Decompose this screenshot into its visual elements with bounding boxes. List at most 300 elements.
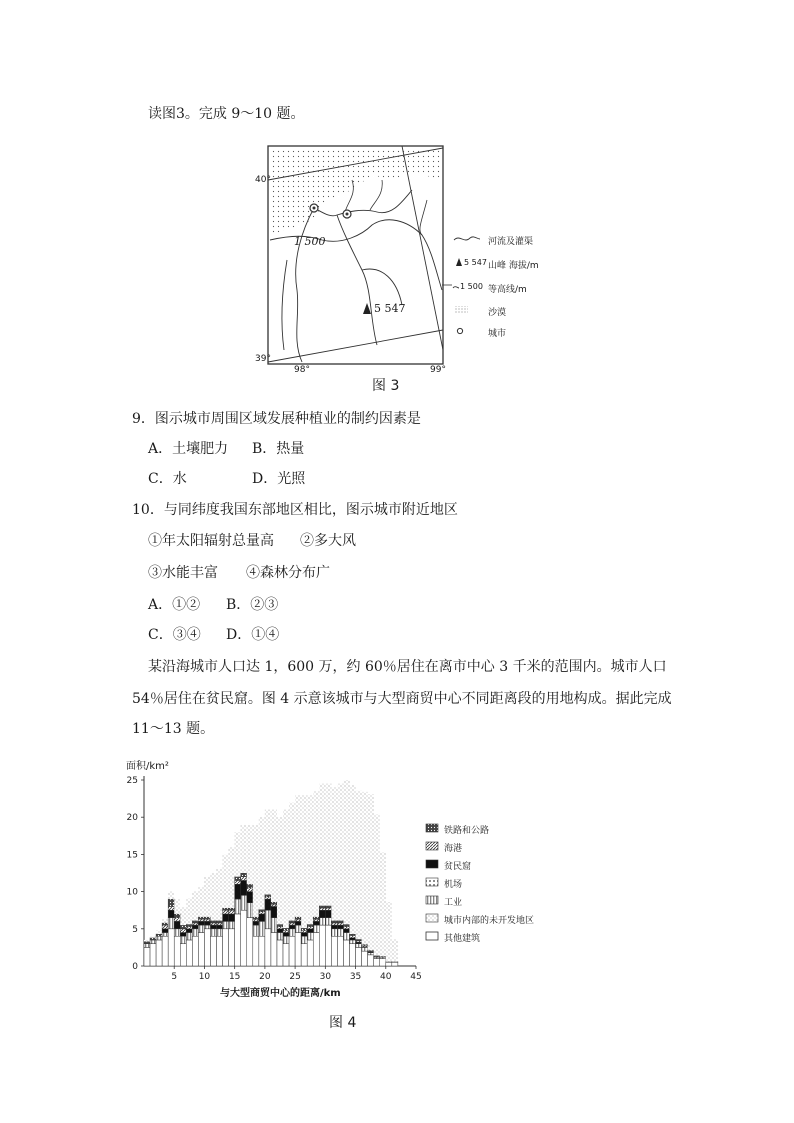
bar-segment (271, 918, 277, 933)
bar-segment (247, 892, 253, 903)
bar-segment (313, 925, 319, 932)
legend-peak-prefix: 5 547 (464, 258, 487, 267)
x-tick-label: 15 (228, 972, 241, 982)
bar-segment (174, 899, 180, 914)
q9-option-c: C．水 (148, 471, 187, 487)
bar-segment (180, 936, 186, 943)
bar-segment (247, 903, 253, 918)
bar-segment (253, 921, 259, 925)
bar-segment (204, 925, 210, 929)
bar-segment (162, 923, 168, 925)
q9-option-d: D．光照 (252, 471, 306, 487)
intro-text-2-line-1: 某沿海城市人口达 1，600 万，约 60％居住在离市中心 3 千米的范围内。城市人口 (148, 659, 667, 675)
bar-segment (186, 933, 192, 940)
bar-segment (343, 940, 349, 966)
bar-segment (350, 940, 356, 944)
bar-segment (283, 928, 289, 930)
x-tick-label: 30 (319, 972, 332, 982)
bar-segment (283, 810, 289, 928)
legend-desert-label: 沙漠 (488, 308, 507, 318)
bar-segment (356, 944, 362, 948)
y-tick-label: 0 (132, 962, 138, 972)
bar-segment (192, 892, 198, 921)
bar-segment (374, 814, 380, 955)
bar-segment (368, 955, 374, 966)
desert-icon (454, 306, 468, 313)
bar-segment (277, 924, 283, 926)
legend-contour-prefix: 1 500 (460, 282, 483, 291)
bar-segment (198, 919, 204, 921)
bar-segment (168, 906, 174, 910)
bar-segment (343, 924, 349, 926)
bar-segment (343, 929, 349, 933)
bar-segment (374, 956, 380, 957)
bar-segment (156, 934, 162, 936)
bar-segment (259, 914, 265, 921)
city-icon (457, 328, 462, 333)
bar-segment (210, 929, 216, 936)
intro-text-1: 读图3。完成 9～10 题。 (148, 106, 305, 122)
x-tick-label: 45 (410, 972, 422, 982)
chart-svg (124, 757, 424, 1002)
bar-segment (210, 936, 216, 966)
figure-4-caption: 图 4 (329, 1015, 357, 1031)
bar-segment (174, 914, 180, 918)
bar-segment (319, 910, 325, 917)
bar-segment (271, 933, 277, 966)
bar-segment (277, 929, 283, 933)
bar-segment (168, 892, 174, 899)
bar-segment (362, 944, 368, 945)
x-tick-label: 10 (198, 972, 211, 982)
bar-segment (368, 794, 374, 950)
bar-segment (217, 925, 223, 929)
bar-segment (331, 925, 337, 929)
bar-segment (241, 877, 247, 881)
fig3-legend (452, 230, 562, 345)
bar-segment (343, 780, 349, 924)
q10-statement-2: ②多大风 (300, 533, 356, 549)
bar-segment (313, 921, 319, 925)
q10-option-c: C．③④ (148, 627, 201, 643)
bar-segment (156, 936, 162, 940)
bar-segment (204, 921, 210, 925)
bar-segment (313, 917, 319, 919)
bar-segment (253, 917, 259, 919)
fig4-legend-swatches (424, 823, 442, 948)
bar-segment (144, 940, 150, 941)
bar-segment (186, 940, 192, 966)
bar-segment (301, 795, 307, 928)
bar-segment (204, 917, 210, 919)
x-tick-label: 35 (349, 972, 362, 982)
y-tick-label: 10 (126, 887, 138, 898)
bar-segment (253, 825, 259, 917)
bar-segment (350, 935, 356, 937)
bar-segment (350, 944, 356, 966)
lat-40-label: 40° (255, 175, 271, 185)
bar-segment (386, 962, 392, 966)
bar-segment (241, 873, 247, 877)
legend-peak-label: 山峰 海拔/m (488, 261, 539, 271)
bar-segment (301, 936, 307, 943)
bar-segment (319, 918, 325, 925)
bar-segment (289, 929, 295, 936)
bar-segment (156, 930, 162, 934)
bar-segment (192, 936, 198, 966)
bar-segment (210, 923, 216, 925)
bar-segment (229, 910, 235, 914)
bar-segment (289, 923, 295, 925)
legend-rail-label: 铁路和公路 (444, 826, 490, 836)
bar-segment (198, 887, 204, 917)
bar-segment (307, 933, 313, 940)
bar-segment (301, 933, 307, 937)
bar-segment (168, 899, 174, 906)
bar-segment (265, 897, 271, 899)
bar-segment (204, 877, 210, 917)
bar-segment (186, 924, 192, 926)
bar-segment (180, 925, 186, 929)
bar-segment (265, 929, 271, 966)
y-tick-label: 15 (126, 850, 138, 861)
bar-segment (301, 930, 307, 932)
bar-segment (229, 908, 235, 910)
bar-segment (313, 919, 319, 921)
bar-segment (307, 795, 313, 924)
swatch-industry (426, 896, 438, 904)
bar-segment (331, 923, 337, 925)
bar-segment (283, 933, 289, 937)
bar-segment (271, 902, 277, 904)
bar-segment (331, 921, 337, 923)
bar-segment (204, 929, 210, 966)
bar-segment (144, 944, 150, 948)
bar-segment (229, 914, 235, 921)
bar-segment (392, 939, 398, 961)
bar-segment (253, 919, 259, 921)
swatch-undeveloped (426, 914, 438, 922)
bar-segment (217, 936, 223, 966)
q10-option-b: B．②③ (226, 597, 279, 613)
bar-segment (150, 936, 156, 937)
bar-segment (295, 917, 301, 919)
bar-segment (313, 791, 319, 917)
bar-segment (289, 925, 295, 929)
bar-segment (271, 906, 277, 917)
bar-segment (223, 929, 229, 966)
bar-segment (277, 940, 283, 966)
bar-segment (241, 895, 247, 910)
bar-segment (331, 929, 337, 936)
bar-segment (168, 918, 174, 929)
fig4-legend (424, 823, 584, 948)
bar-segment (283, 936, 289, 943)
bar-segment (337, 784, 343, 921)
bar-segment (235, 899, 241, 914)
bar-segment (319, 784, 325, 906)
bar-segment (229, 921, 235, 928)
bar-segment (174, 936, 180, 966)
bar-segment (362, 792, 368, 945)
bar-segment (253, 925, 259, 936)
q9-option-a: A．土壤肥力 (148, 441, 229, 457)
bar-segment (362, 951, 368, 966)
bar-segment (356, 939, 362, 940)
bar-segment (259, 909, 265, 911)
question-10-stem: 10．与同纬度我国东部地区相比，图示城市附近地区 (132, 502, 458, 518)
bar-segment (295, 795, 301, 917)
bar-segment (174, 929, 180, 936)
bar-segment (271, 904, 277, 906)
bar-segment (162, 936, 168, 966)
intro-text-2-line-3: 11～13 题。 (132, 721, 215, 737)
bar-segment (325, 784, 331, 906)
lon-99-label: 99° (430, 365, 446, 375)
bar-segment (392, 962, 398, 966)
q10-statement-1: ①年太阳辐射总量高 (148, 533, 274, 549)
legend-port-label: 海港 (444, 844, 463, 854)
contour-icon (453, 287, 459, 288)
bar-segment (325, 906, 331, 908)
swatch-other (426, 932, 438, 940)
bar-segment (319, 908, 325, 910)
bar-segment (283, 944, 289, 966)
bar-segment (217, 923, 223, 925)
bar-segment (223, 908, 229, 910)
bar-segment (162, 925, 168, 929)
bar-segment (380, 959, 386, 966)
bar-segment (331, 936, 337, 966)
bar-segment (180, 944, 186, 966)
bar-segment (210, 921, 216, 923)
y-tick-label: 25 (126, 776, 138, 786)
chart-xlabel: 与大型商贸中心的距离/km (220, 988, 341, 999)
bar-segment (241, 880, 247, 895)
figure-4-chart (124, 757, 424, 1002)
bar-segment (362, 947, 368, 951)
bar-segment (356, 790, 362, 939)
bar-segment (210, 873, 216, 921)
bar-segment (229, 929, 235, 966)
bar-segment (162, 933, 168, 937)
legend-other-label: 其他建筑 (444, 934, 481, 944)
bar-segment (180, 933, 186, 937)
bar-segment (380, 852, 386, 956)
bar-segment (150, 944, 156, 966)
bar-segment (343, 933, 349, 940)
bar-segment (192, 921, 198, 923)
bar-segment (301, 928, 307, 930)
bar-segment (368, 950, 374, 951)
bar-segment (150, 938, 156, 940)
bar-segment (386, 902, 392, 962)
q10-statement-3: ③水能丰富 (148, 565, 218, 581)
bar-segment (265, 910, 271, 929)
bar-segment (307, 940, 313, 966)
bar-segment (319, 906, 325, 908)
bar-segment (174, 921, 180, 928)
bar-segment (392, 962, 398, 963)
bar-segment (337, 923, 343, 925)
bar-segment (223, 854, 229, 908)
bar-segment (295, 925, 301, 932)
bar-segment (156, 940, 162, 966)
bar-segment (174, 918, 180, 922)
legend-city-label: 城市 (488, 329, 507, 339)
bar-segment (350, 938, 356, 940)
bar-segment (198, 921, 204, 925)
bar-segment (313, 933, 319, 966)
q10-statement-4: ④森林分布广 (246, 565, 330, 581)
bar-segment (325, 910, 331, 917)
bar-segment (180, 906, 186, 925)
bar-segment (295, 933, 301, 966)
bar-segment (144, 941, 150, 943)
bar-segment (337, 925, 343, 929)
y-tick-label: 5 (132, 924, 138, 935)
bar-segment (295, 919, 301, 921)
lon-98-label: 98° (294, 365, 310, 375)
bar-segment (265, 895, 271, 897)
bar-segment (223, 914, 229, 921)
bar-segment (350, 934, 356, 935)
bar-segment (368, 953, 374, 955)
bar-segment (162, 919, 168, 923)
bar-segment (247, 918, 253, 966)
intro-text-2-line-2: 54％居住在贫民窟。图 4 示意该城市与大型商贸中心不同距离段的用地构成。据此完成 (132, 691, 672, 707)
bar-segment (210, 925, 216, 929)
bar-segment (343, 927, 349, 929)
lat-39-label: 39° (255, 354, 271, 364)
bar-segment (247, 888, 253, 892)
bar-segment (223, 910, 229, 914)
swatch-airport (426, 878, 438, 886)
bar-segment (265, 810, 271, 895)
legend-airport-label: 机场 (444, 880, 463, 890)
bar-segment (204, 919, 210, 921)
bar-segment (144, 947, 150, 966)
chart-ylabel: 面积/km² (126, 761, 169, 772)
bar-segment (253, 936, 259, 966)
bar-segment (192, 923, 198, 925)
swatch-port (426, 842, 438, 850)
bar-segment (277, 817, 283, 924)
legend-river-label: 河流及灌渠 (488, 237, 534, 247)
bar-segment (259, 921, 265, 936)
bar-segment (168, 929, 174, 966)
chart-bars (144, 780, 398, 966)
bar-segment (380, 956, 386, 957)
bar-segment (325, 925, 331, 966)
bar-segment (325, 908, 331, 910)
bar-segment (235, 880, 241, 884)
bar-segment (259, 912, 265, 914)
bar-segment (217, 869, 223, 920)
bar-segment (301, 944, 307, 966)
legend-industry-label: 工业 (444, 898, 463, 908)
bar-segment (186, 927, 192, 929)
bar-segment (198, 917, 204, 919)
x-tick-label: 5 (171, 972, 178, 982)
bar-segment (271, 810, 277, 902)
bar-segment (337, 929, 343, 936)
bar-segment (235, 832, 241, 877)
swatch-slum (426, 860, 438, 868)
bar-segment (277, 927, 283, 929)
bar-segment (235, 877, 241, 881)
bar-segment (307, 924, 313, 926)
bar-segment (307, 927, 313, 929)
bar-segment (192, 925, 198, 929)
bar-segment (331, 787, 337, 920)
bar-segment (337, 921, 343, 923)
bar-segment (247, 825, 253, 884)
bar-segment (186, 898, 192, 924)
figure-3-caption: 图 3 (372, 378, 400, 394)
bar-segment (235, 914, 241, 966)
legend-contour-label: 等高线/m (488, 285, 527, 295)
bar-segment (289, 936, 295, 966)
river-icon (454, 237, 480, 240)
bar-segment (350, 785, 356, 934)
bar-segment (307, 929, 313, 933)
bar-segment (386, 962, 392, 963)
peak-label: 5 547 (374, 302, 406, 315)
x-tick-label: 40 (380, 972, 392, 982)
y-tick-label: 20 (126, 813, 138, 824)
bar-segment (265, 899, 271, 910)
bar-segment (186, 929, 192, 933)
bar-segment (289, 921, 295, 923)
bar-segment (241, 910, 247, 966)
bar-segment (319, 925, 325, 966)
bar-segment (325, 918, 331, 925)
swatch-rail (426, 824, 438, 832)
q9-option-b: B．热量 (252, 441, 305, 457)
bar-segment (150, 940, 156, 944)
bar-segment (277, 933, 283, 940)
bar-segment (356, 947, 362, 966)
bar-segment (295, 921, 301, 925)
bar-segment (247, 884, 253, 888)
bar-segment (374, 959, 380, 966)
bar-segment (198, 933, 204, 966)
q10-option-a: A．①② (148, 597, 201, 613)
bar-segment (259, 817, 265, 909)
bar-segment (168, 910, 174, 917)
q10-option-d: D．①④ (226, 627, 280, 643)
bar-segment (223, 921, 229, 928)
bar-segment (217, 929, 223, 936)
bar-segment (217, 921, 223, 923)
bar-segment (229, 847, 235, 908)
bar-segment (283, 930, 289, 932)
bar-segment (337, 936, 343, 966)
bar-segment (162, 929, 168, 933)
question-9-stem: 9．图示城市周围区域发展种植业的制约因素是 (132, 411, 421, 427)
bar-segment (241, 825, 247, 873)
bar-segment (235, 884, 241, 899)
peak-icon (456, 258, 462, 266)
x-tick-label: 25 (289, 972, 301, 982)
contour-label: 1 500 (294, 235, 326, 248)
legend-undeveloped-label: 城市内部的未开发地区 (444, 916, 535, 926)
legend-slum-label: 贫民窟 (444, 862, 472, 872)
x-tick-label: 20 (259, 972, 271, 982)
bar-segment (192, 929, 198, 936)
bar-segment (289, 802, 295, 920)
